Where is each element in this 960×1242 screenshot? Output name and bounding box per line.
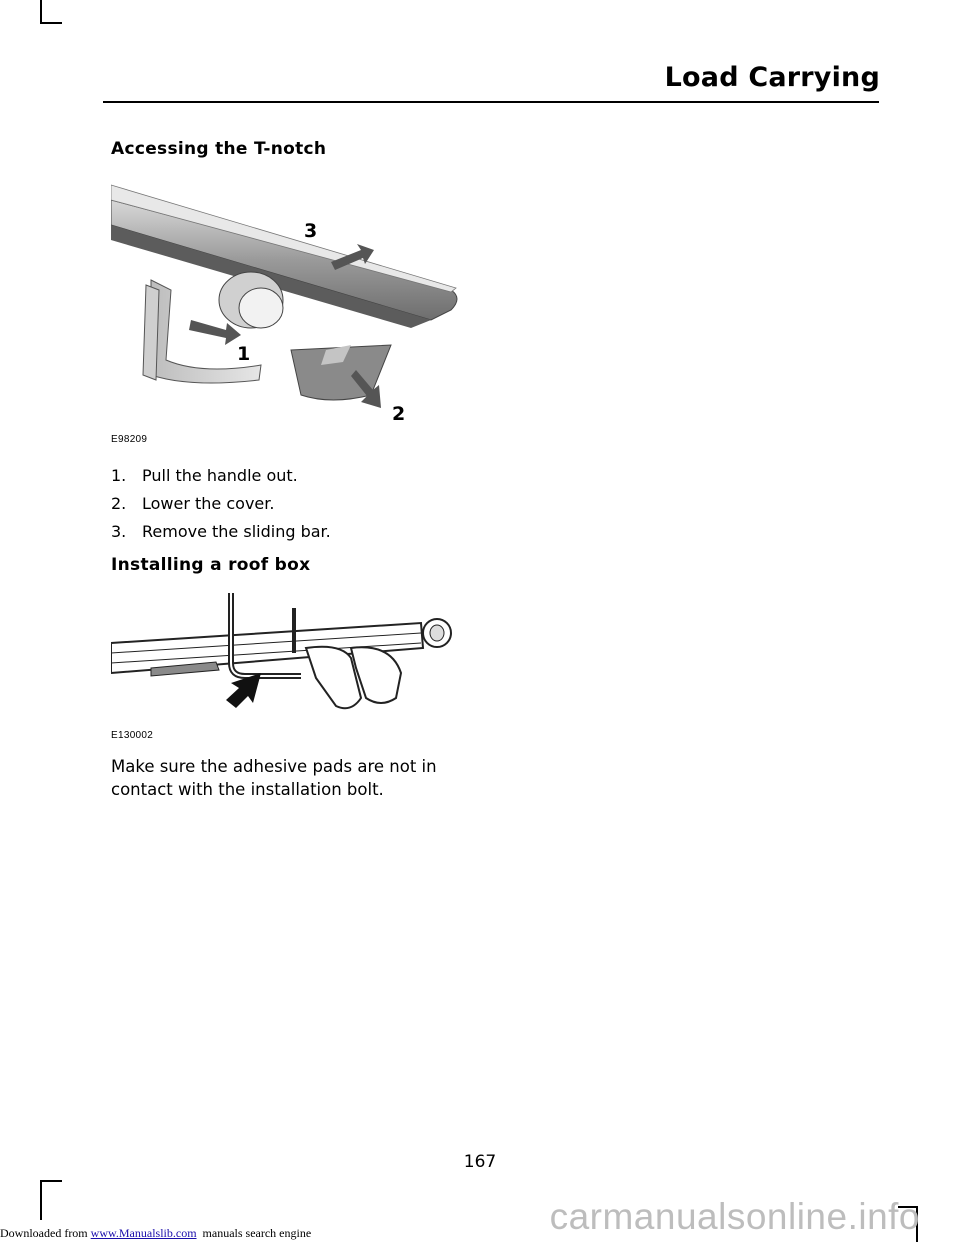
manualslib-link[interactable]: www.Manualslib.com	[90, 1226, 197, 1240]
page-number: 167	[463, 1152, 497, 1172]
crop-mark	[40, 0, 42, 22]
callout-1: 1	[237, 343, 251, 365]
heading-t-notch: Accessing the T-notch	[111, 139, 327, 159]
figure-code: E130002	[111, 730, 154, 741]
callout-3: 3	[304, 220, 318, 242]
watermark: carmanualsonline.info	[549, 1196, 920, 1237]
callout-2: 2	[392, 403, 406, 425]
figure-code: E98209	[111, 434, 148, 445]
header-rule	[103, 101, 879, 103]
heading-roof-box: Installing a roof box	[111, 555, 311, 575]
step-item: 3. Remove the sliding bar.	[111, 522, 331, 541]
download-footer: Downloaded from www.Manualslib.com manuals search engine	[0, 1226, 312, 1240]
crop-mark	[40, 1180, 62, 1182]
section-title: Load Carrying	[664, 62, 880, 93]
crop-mark	[40, 1180, 42, 1220]
roof-box-figure	[111, 588, 461, 718]
step-item: 1. Pull the handle out.	[111, 466, 298, 485]
crop-mark	[40, 22, 62, 24]
t-notch-figure	[111, 180, 461, 436]
step-item: 2. Lower the cover.	[111, 494, 275, 513]
paragraph: Make sure the adhesive pads are not in contact with the installation bolt.	[111, 757, 437, 799]
